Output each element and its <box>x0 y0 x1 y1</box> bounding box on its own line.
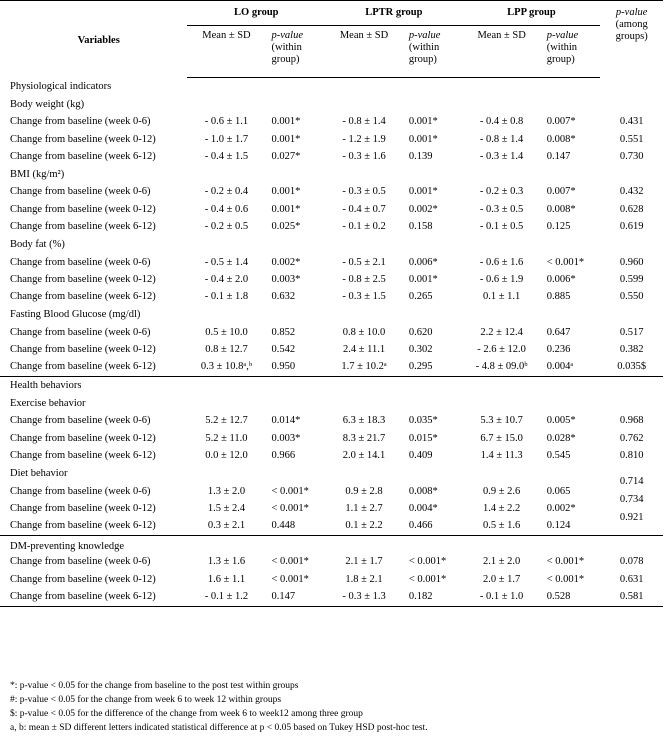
row-label: Change from baseline (week 6-12) <box>10 291 156 303</box>
lo-mean: 5.2 ± 11.0 <box>205 432 248 444</box>
lo-mean: 1.3 ± 2.0 <box>207 485 246 497</box>
lptr-pvalue: 0.001* <box>408 133 438 145</box>
section-title: Physiological indicators <box>10 80 112 92</box>
lpp-mean: - 0.1 ± 0.5 <box>479 221 524 233</box>
lptr-pvalue: < 0.001* <box>408 573 447 585</box>
row-label: Change from baseline (week 0-6) <box>10 556 151 568</box>
lptr-group-header: LPTR group <box>325 1 462 26</box>
lptr-pvalue: 0.409 <box>408 450 433 462</box>
pvalue-among-stack <box>600 475 663 536</box>
lo-pvalue: 0.001* <box>271 186 301 198</box>
lpp-pvalue: 0.006* <box>546 273 576 285</box>
category-row <box>0 465 663 483</box>
table-row <box>0 324 663 341</box>
pvalue-among: 0.551 <box>619 133 644 145</box>
lo-pvalue: 0.966 <box>271 450 296 462</box>
pvalue-among: 0.714 <box>619 475 644 487</box>
table-row <box>0 500 663 517</box>
pvalue-among-header: p-value (among groups) <box>600 1 663 78</box>
row-label: Change from baseline (week 0-12) <box>10 344 156 356</box>
lo-pvalue: < 0.001* <box>271 502 309 514</box>
lpp-pvalue-header: p-value (within group) <box>541 26 601 78</box>
table-row <box>0 518 663 536</box>
row-label: Change from baseline (week 6-12) <box>10 450 156 462</box>
table-body <box>0 78 663 607</box>
table-row <box>0 447 663 464</box>
lpp-mean: - 0.3 ± 1.4 <box>479 150 524 162</box>
lpp-pvalue: < 0.001* <box>546 573 585 585</box>
pvalue-among: 0.628 <box>619 203 644 215</box>
lptr-mean: - 1.2 ± 1.9 <box>342 133 386 145</box>
pvalue-among: 0.581 <box>600 588 663 606</box>
pvalue-among: 0.078 <box>619 556 644 568</box>
lptr-pvalue: 0.295 <box>408 361 433 373</box>
lptr-mean: - 0.1 ± 0.2 <box>342 221 386 233</box>
lo-pvalue: < 0.001* <box>271 556 309 568</box>
lpp-mean: - 2.6 ± 12.0 <box>477 344 526 356</box>
lpp-mean: 6.7 ± 15.0 <box>480 432 523 444</box>
table-row <box>0 413 663 430</box>
footnote: #: p-value < 0.05 for the change from week 6 to week 12 within groups <box>10 695 282 705</box>
lpp-group-header: LPP group <box>463 1 601 26</box>
lptr-pvalue: 0.139 <box>408 150 433 162</box>
lptr-pvalue: 0.008* <box>408 485 438 497</box>
lptr-mean: 1.8 ± 2.1 <box>345 573 383 585</box>
lpp-mean: - 0.2 ± 0.3 <box>479 186 524 198</box>
table-row <box>0 554 663 571</box>
lpp-mean: 2.1 ± 2.0 <box>482 556 521 568</box>
lptr-mean: 1.7 ± 10.2ᵃ <box>341 361 387 373</box>
lo-pvalue: 0.003* <box>271 432 301 444</box>
lpp-mean: - 0.1 ± 1.0 <box>463 588 541 606</box>
lpp-mean: 2.2 ± 12.4 <box>480 326 523 338</box>
table-row <box>0 201 663 218</box>
row-label: Change from baseline (week 0-12) <box>10 203 156 215</box>
row-label: Change from baseline (week 0-6) <box>10 485 151 497</box>
category-title: Exercise behavior <box>10 397 86 409</box>
category-title: Body fat (%) <box>10 238 65 250</box>
lpp-pvalue: 0.008* <box>546 133 576 145</box>
pvalue-among: 0.619 <box>619 221 644 233</box>
lptr-pvalue: 0.015* <box>408 432 438 444</box>
lptr-mean: - 0.3 ± 1.3 <box>325 588 403 606</box>
pvalue-among: 0.921 <box>619 511 644 523</box>
lo-mean: 0.3 ± 10.8ᵃ,ᵇ <box>200 361 253 373</box>
category-row <box>0 536 663 554</box>
lpp-pvalue: 0.007* <box>546 116 576 128</box>
table-row <box>0 571 663 588</box>
lo-pvalue: 0.852 <box>271 326 296 338</box>
lptr-mean: 8.3 ± 21.7 <box>342 432 386 444</box>
lpp-pvalue: 0.528 <box>541 588 601 606</box>
table-row <box>0 588 663 606</box>
category-row <box>0 306 663 324</box>
lptr-pvalue: 0.182 <box>403 588 463 606</box>
pvalue-among: 0.599 <box>619 273 644 285</box>
lo-mean: 5.2 ± 12.7 <box>205 415 248 427</box>
row-label: Change from baseline (week 0-12) <box>10 133 156 145</box>
lo-mean: - 0.2 ± 0.5 <box>204 221 249 233</box>
lptr-pvalue: 0.265 <box>408 291 433 303</box>
lptr-pvalue: 0.035* <box>408 415 438 427</box>
pvalue-among: 0.734 <box>619 493 644 505</box>
lptr-pvalue: 0.158 <box>408 221 433 233</box>
pvalue-among: 0.431 <box>619 116 644 128</box>
table-footnotes <box>10 679 428 735</box>
lptr-mean: 1.1 ± 2.7 <box>345 502 383 514</box>
table-row <box>0 148 663 165</box>
lpp-pvalue: 0.647 <box>546 326 571 338</box>
lo-pvalue: 0.632 <box>271 291 296 303</box>
category-row <box>0 166 663 184</box>
lo-mean: 1.3 ± 1.6 <box>207 556 246 568</box>
lptr-mean: - 0.5 ± 2.1 <box>342 256 386 268</box>
row-label: Change from baseline (week 0-12) <box>10 502 156 514</box>
pvalue-among: 0.730 <box>619 150 644 162</box>
table-row <box>0 271 663 288</box>
lptr-mean: 6.3 ± 18.3 <box>342 415 386 427</box>
category-row <box>0 236 663 254</box>
row-label: Change from baseline (week 0-6) <box>10 326 151 338</box>
variables-header: Variables <box>0 1 187 78</box>
lo-mean: 1.5 ± 2.4 <box>207 502 246 514</box>
table-row <box>0 184 663 201</box>
lo-pvalue: 0.001* <box>271 133 301 145</box>
lptr-mean: 0.8 ± 10.0 <box>342 326 386 338</box>
lptr-pvalue: 0.302 <box>408 344 433 356</box>
row-label: Change from baseline (week 0-6) <box>10 415 151 427</box>
row-label: Change from baseline (week 6-12) <box>0 588 187 606</box>
section-row <box>0 377 663 395</box>
lo-pvalue: 0.014* <box>271 415 301 427</box>
lo-pvalue: < 0.001* <box>271 573 309 585</box>
pvalue-among: 0.550 <box>619 291 644 303</box>
table-row <box>0 131 663 148</box>
lpp-pvalue: 0.147 <box>546 150 571 162</box>
lo-mean: 0.5 ± 10.0 <box>205 326 248 338</box>
lo-mean: - 0.2 ± 0.4 <box>204 186 249 198</box>
lpp-mean-header: Mean ± SD <box>463 26 541 78</box>
lo-mean: 0.3 ± 2.1 <box>207 520 246 532</box>
lpp-pvalue: 0.028* <box>546 432 576 444</box>
lo-pvalue: 0.027* <box>271 150 301 162</box>
pvalue-among: 0.631 <box>619 573 644 585</box>
lo-mean-header: Mean ± SD <box>187 26 265 78</box>
table-row <box>0 430 663 447</box>
pvalue-among: 0.432 <box>619 186 644 198</box>
lo-pvalue: 0.950 <box>271 361 296 373</box>
lpp-mean: 0.5 ± 1.6 <box>482 520 521 532</box>
lo-mean: 0.8 ± 12.7 <box>205 344 248 356</box>
lo-mean: - 0.4 ± 1.5 <box>204 150 249 162</box>
lpp-pvalue: 0.885 <box>546 291 571 303</box>
lptr-mean: 2.1 ± 1.7 <box>345 556 383 568</box>
lptr-pvalue: 0.620 <box>408 326 433 338</box>
lptr-pvalue: 0.006* <box>408 256 438 268</box>
table-row <box>0 254 663 271</box>
lptr-pvalue: 0.466 <box>408 520 433 532</box>
category-title: Fasting Blood Glucose (mg/dl) <box>10 309 141 321</box>
row-label: Change from baseline (week 0-12) <box>10 573 156 585</box>
pvalue-among: 0.968 <box>619 415 644 427</box>
row-label: Change from baseline (week 6-12) <box>10 361 156 373</box>
row-label: Change from baseline (week 6-12) <box>10 520 156 532</box>
lptr-mean: - 0.8 ± 1.4 <box>342 116 386 128</box>
pvalue-among: 0.762 <box>619 432 644 444</box>
lptr-mean: - 0.4 ± 0.7 <box>342 203 386 215</box>
lpp-mean: 0.9 ± 2.6 <box>482 485 521 497</box>
pvalue-among: 0.960 <box>619 256 644 268</box>
lo-pvalue: 0.003* <box>271 273 301 285</box>
lptr-pvalue: 0.001* <box>408 273 438 285</box>
footnote: a, b: mean ± SD different letters indicated statistical difference at p < 0.05 based on Tukey HSD post-hoc test. <box>10 723 428 733</box>
row-label: Change from baseline (week 6-12) <box>10 221 156 233</box>
footnote: *: p-value < 0.05 for the change from baseline to the post test within groups <box>10 681 299 691</box>
lo-mean: - 0.4 ± 2.0 <box>204 273 249 285</box>
row-label: Change from baseline (week 0-6) <box>10 186 151 198</box>
row-label: Change from baseline (week 0-6) <box>10 256 151 268</box>
lo-mean: - 1.0 ± 1.7 <box>204 133 249 145</box>
table-row <box>0 289 663 306</box>
lo-pvalue: 0.001* <box>271 116 301 128</box>
table-row <box>0 483 663 500</box>
lpp-pvalue: 0.065 <box>546 485 571 497</box>
lpp-pvalue: 0.236 <box>546 344 571 356</box>
row-label: Change from baseline (week 0-12) <box>10 432 156 444</box>
lpp-mean: - 0.8 ± 1.4 <box>479 133 524 145</box>
lo-mean: - 0.1 ± 1.2 <box>187 588 265 606</box>
lptr-pvalue-header: p-value (within group) <box>403 26 463 78</box>
lptr-mean: 0.1 ± 2.2 <box>345 520 383 532</box>
lo-group-header: LO group <box>187 1 325 26</box>
lpp-pvalue: 0.125 <box>546 221 571 233</box>
section-row <box>0 78 663 96</box>
pvalue-among: 0.517 <box>619 326 644 338</box>
lptr-mean: - 0.3 ± 0.5 <box>342 186 386 198</box>
lpp-pvalue: 0.002* <box>546 502 576 514</box>
lptr-pvalue: 0.001* <box>408 116 438 128</box>
category-title: DM-preventing knowledge <box>0 536 663 554</box>
category-title: BMI (kg/m²) <box>10 168 65 180</box>
lptr-mean-header: Mean ± SD <box>325 26 403 78</box>
lpp-pvalue: < 0.001* <box>546 256 585 268</box>
lo-pvalue: 0.025* <box>271 221 301 233</box>
footnote: $: p-value < 0.05 for the difference of the change from week 6 to week12 among three group <box>10 709 363 719</box>
row-label: Change from baseline (week 6-12) <box>10 150 156 162</box>
lptr-pvalue: < 0.001* <box>408 556 447 568</box>
lo-mean: 1.6 ± 1.1 <box>207 573 246 585</box>
lo-pvalue: 0.147 <box>266 588 326 606</box>
category-row <box>0 96 663 114</box>
lpp-pvalue: 0.007* <box>546 186 576 198</box>
lo-pvalue: 0.001* <box>271 203 301 215</box>
lpp-pvalue: 0.545 <box>546 450 571 462</box>
lpp-pvalue: 0.005* <box>546 415 576 427</box>
lpp-mean: 0.1 ± 1.1 <box>482 291 521 303</box>
pvalue-among: 0.810 <box>619 450 644 462</box>
row-label: Change from baseline (week 0-6) <box>10 116 151 128</box>
table-row <box>0 114 663 131</box>
lptr-mean: 2.4 ± 11.1 <box>342 344 386 356</box>
lo-mean: 0.0 ± 12.0 <box>205 450 248 462</box>
lpp-mean: - 0.6 ± 1.9 <box>479 273 524 285</box>
lpp-mean: 5.3 ± 10.7 <box>480 415 523 427</box>
lpp-pvalue: < 0.001* <box>546 556 585 568</box>
lptr-mean: 0.9 ± 2.8 <box>345 485 383 497</box>
lpp-mean: - 4.8 ± 09.0ᵇ <box>475 361 528 373</box>
lpp-mean: 1.4 ± 11.3 <box>480 450 523 462</box>
lptr-pvalue: 0.001* <box>408 186 438 198</box>
lo-pvalue: 0.002* <box>271 256 301 268</box>
lpp-pvalue: 0.124 <box>546 520 571 532</box>
table-row <box>0 341 663 358</box>
lo-pvalue-header: p-value (within group) <box>266 26 326 78</box>
lo-pvalue: 0.448 <box>271 520 296 532</box>
lptr-mean: - 0.3 ± 1.6 <box>342 150 386 162</box>
lo-mean: - 0.1 ± 1.8 <box>204 291 249 303</box>
lo-mean: - 0.4 ± 0.6 <box>204 203 249 215</box>
section-title: Health behaviors <box>0 377 663 395</box>
pvalue-among: 0.035$ <box>617 361 647 373</box>
lptr-pvalue: 0.004* <box>408 502 438 514</box>
lpp-mean: 1.4 ± 2.2 <box>482 502 521 514</box>
lptr-mean: 2.0 ± 14.1 <box>342 450 386 462</box>
category-row <box>0 395 663 413</box>
category-title: Body weight (kg) <box>10 98 85 110</box>
lpp-mean: - 0.4 ± 0.8 <box>479 116 524 128</box>
pvalue-among: 0.382 <box>619 344 644 356</box>
lpp-pvalue: 0.008* <box>546 203 576 215</box>
lo-mean: - 0.6 ± 1.1 <box>204 116 249 128</box>
lptr-mean: - 0.3 ± 1.5 <box>342 291 386 303</box>
lo-mean: - 0.5 ± 1.4 <box>204 256 249 268</box>
lo-pvalue: 0.542 <box>271 344 296 356</box>
lptr-pvalue: 0.002* <box>408 203 438 215</box>
lo-pvalue: < 0.001* <box>271 485 309 497</box>
row-label: Change from baseline (week 0-12) <box>10 273 156 285</box>
table-row <box>0 359 663 377</box>
lpp-mean: - 0.3 ± 0.5 <box>479 203 524 215</box>
lpp-pvalue: 0.004ᵃ <box>546 361 574 373</box>
lpp-mean: 2.0 ± 1.7 <box>482 573 521 585</box>
lpp-mean: - 0.6 ± 1.6 <box>479 256 524 268</box>
category-title: Diet behavior <box>10 467 68 479</box>
table-row <box>0 218 663 235</box>
lptr-mean: - 0.8 ± 2.5 <box>342 273 386 285</box>
